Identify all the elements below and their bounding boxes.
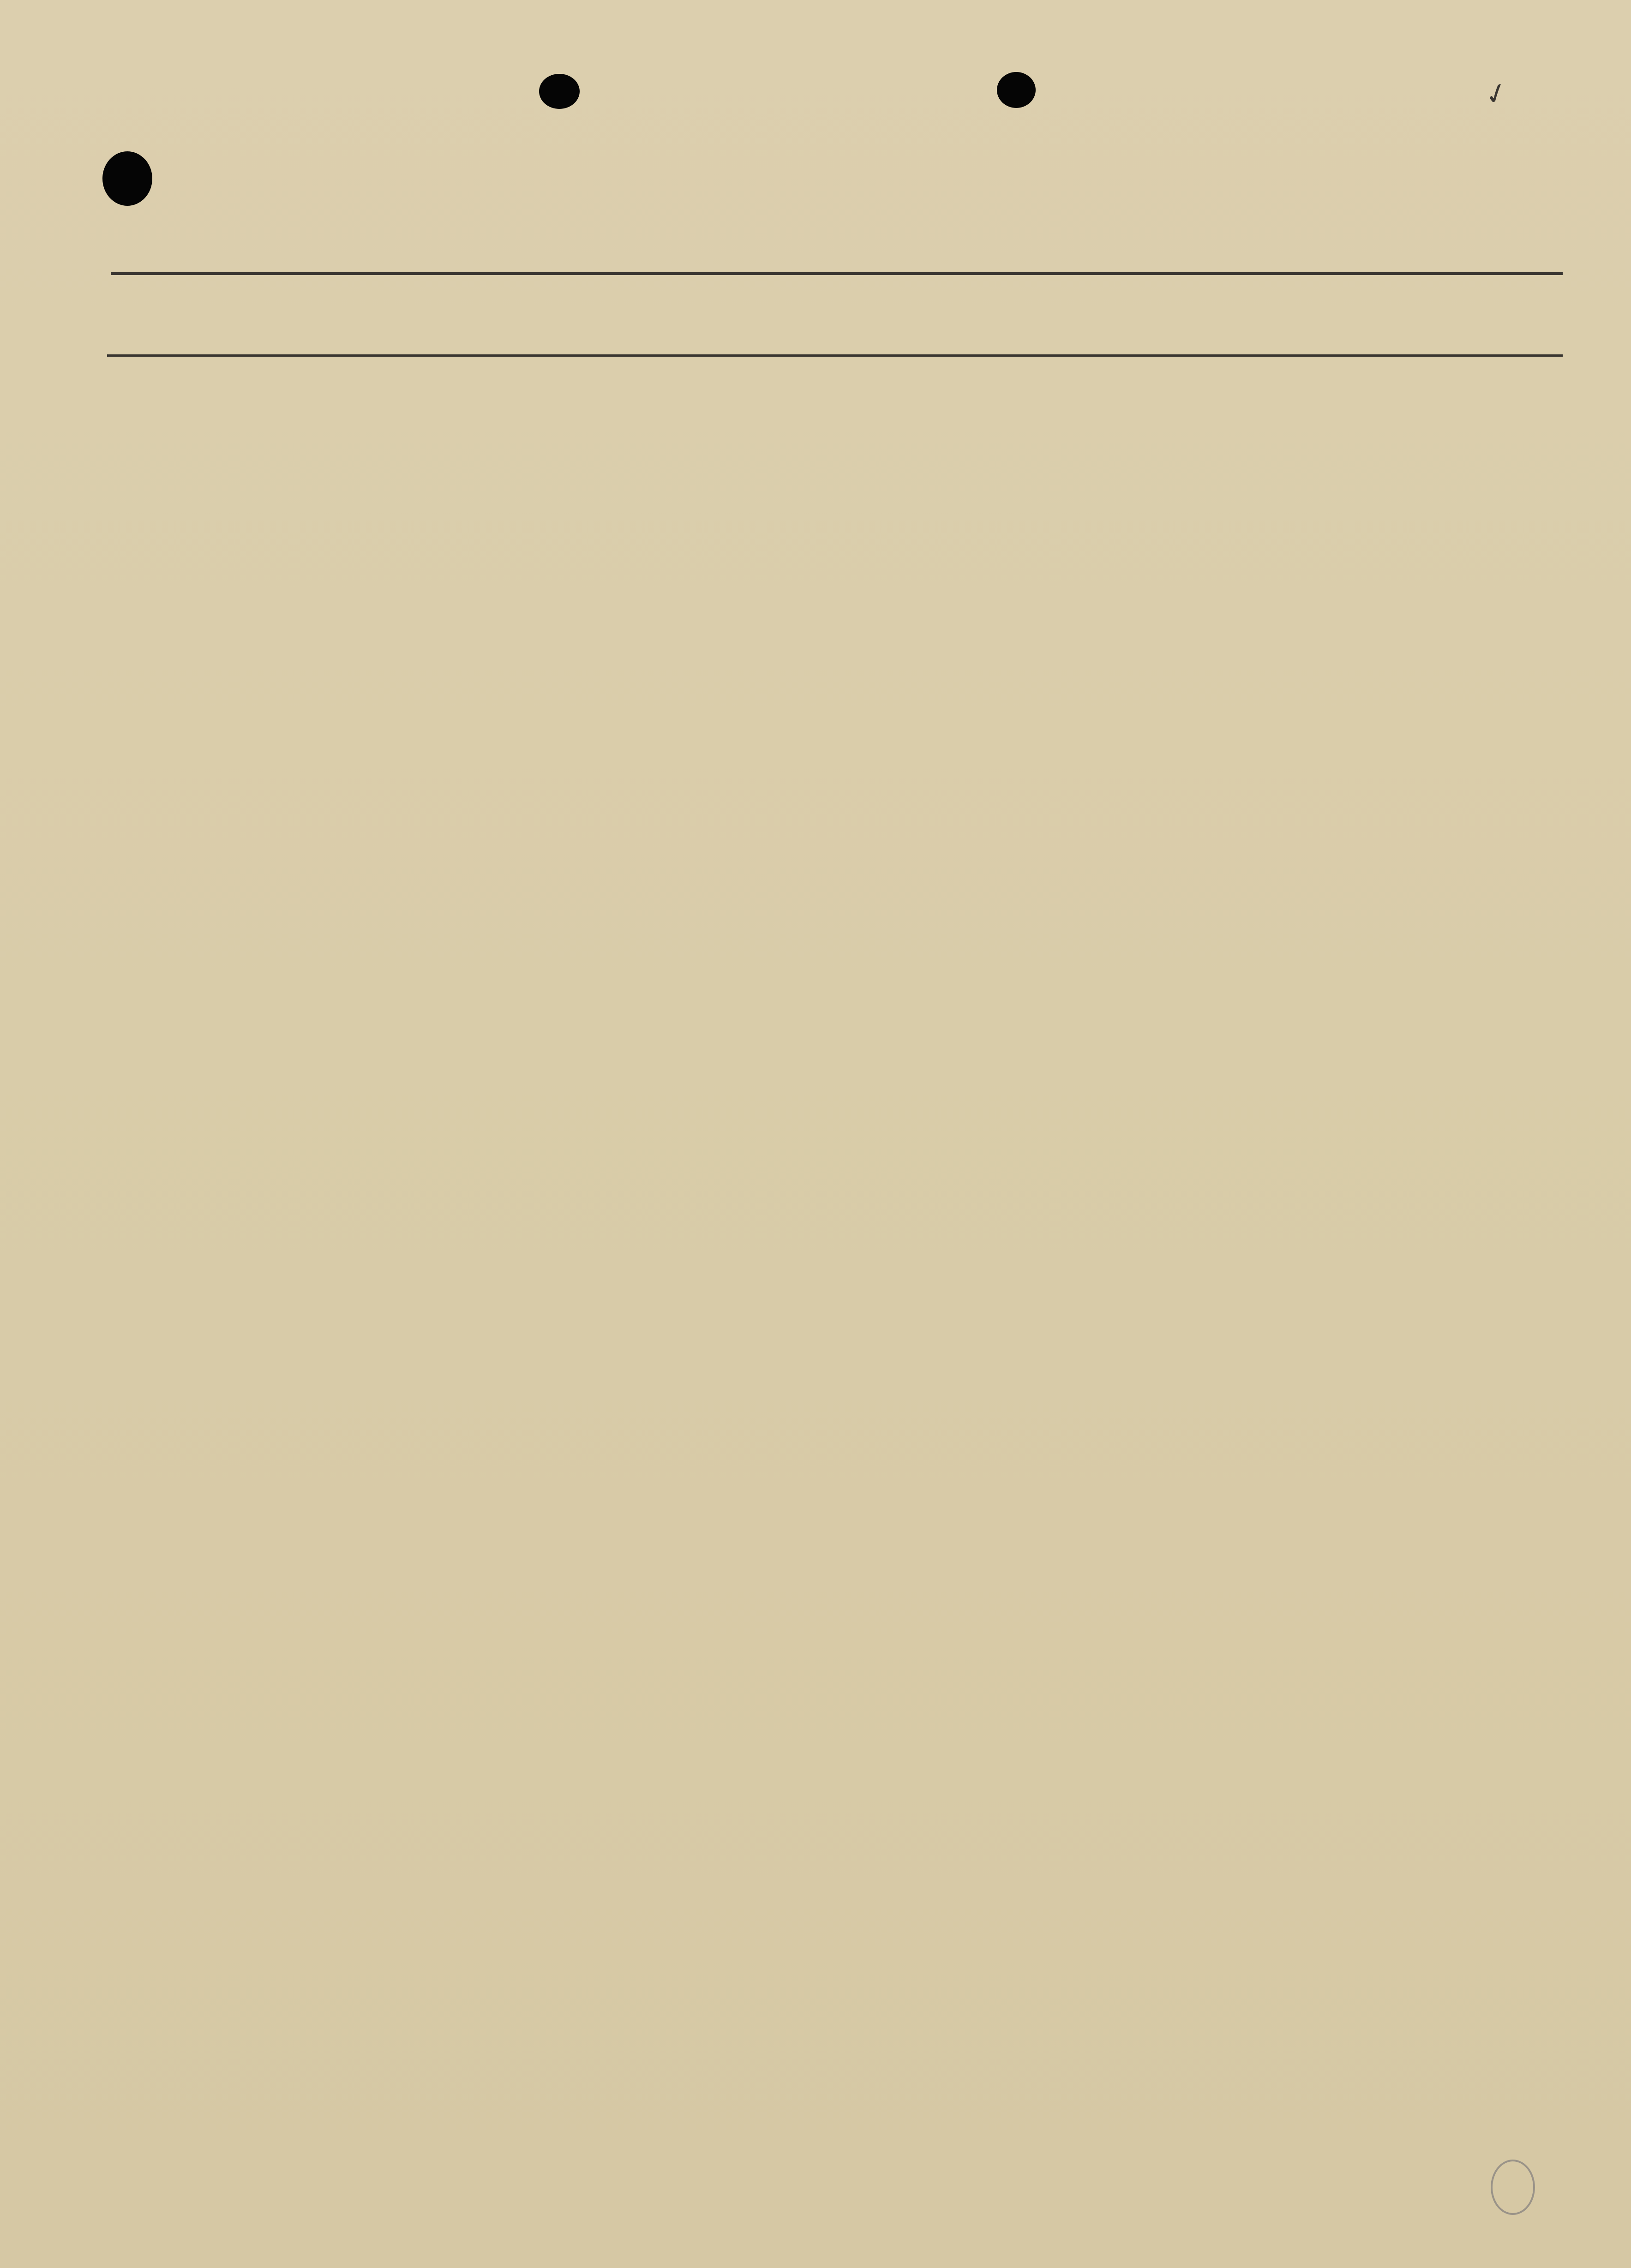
punch-hole <box>997 72 1036 108</box>
top-rule <box>111 272 1563 275</box>
stamp-circle-icon <box>1491 2160 1535 2215</box>
header-rule <box>107 354 1563 357</box>
check-mark-icon: ✓ <box>1481 72 1511 114</box>
punch-hole <box>539 74 580 109</box>
punch-hole <box>102 151 152 206</box>
